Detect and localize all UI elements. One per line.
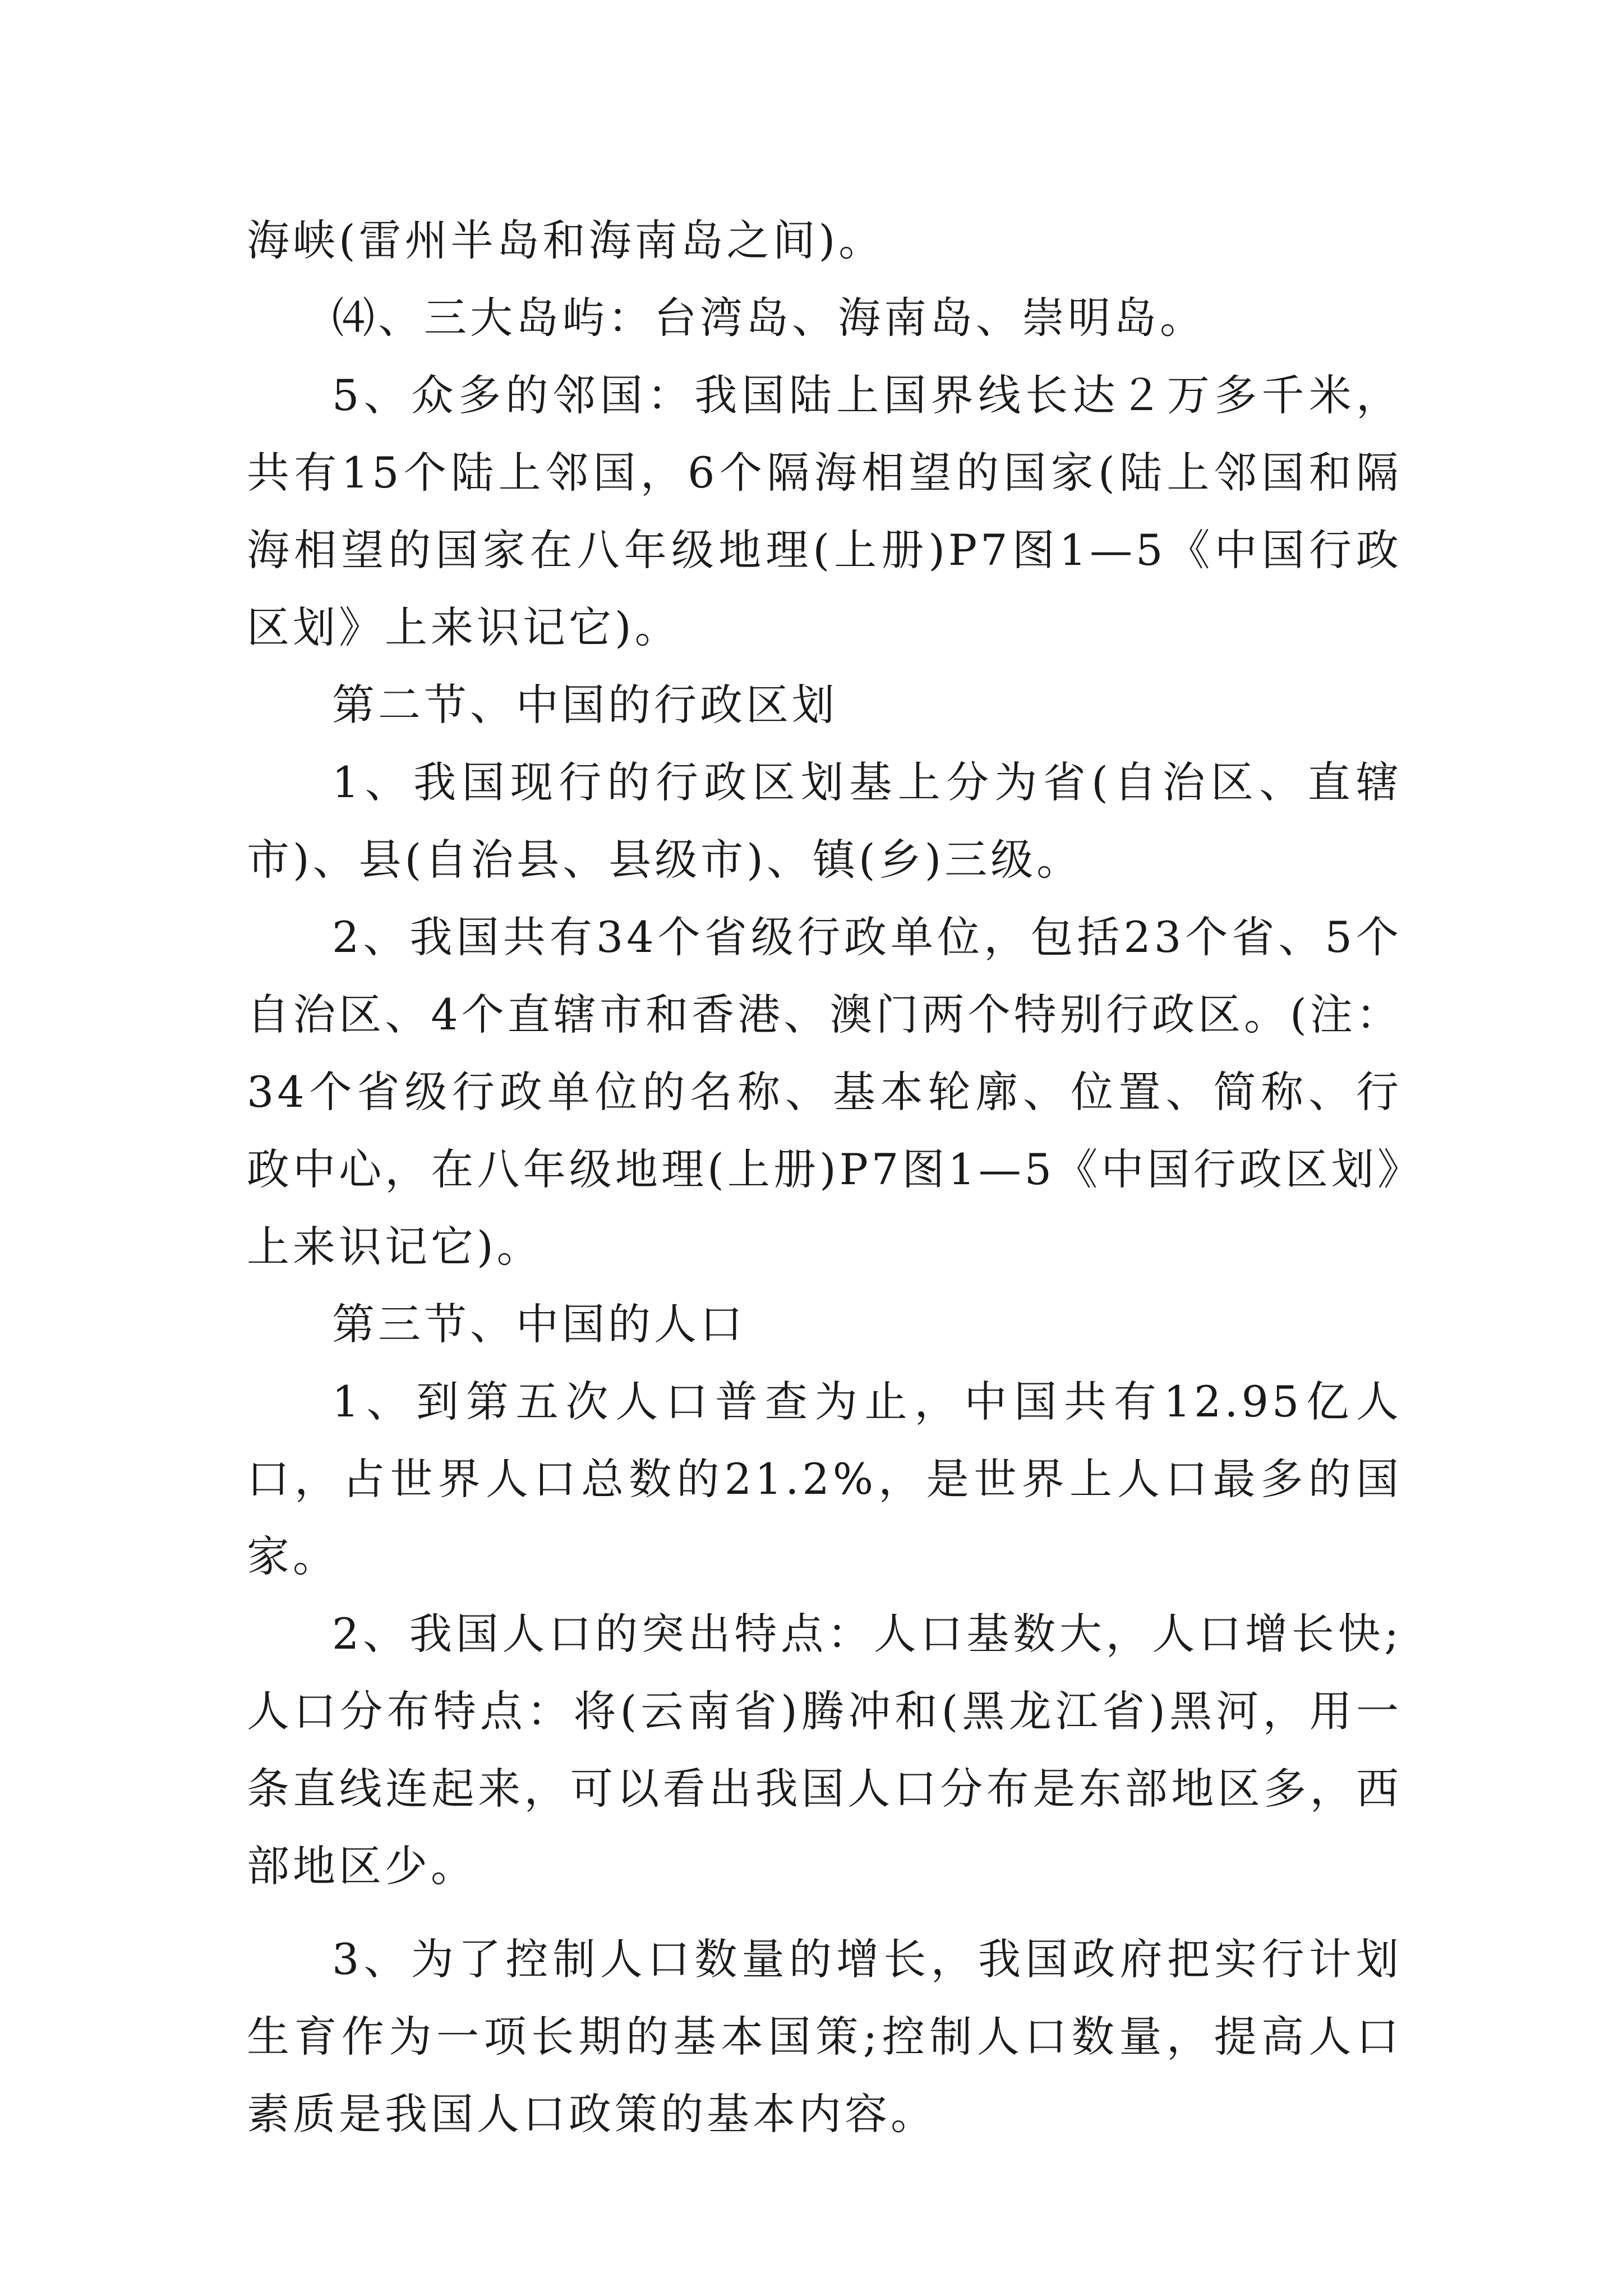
paragraph-three-islands: ⑷、三大岛屿：台湾岛、海南岛、崇明岛。 — [332, 293, 1206, 343]
section-heading-administrative-divisions: 第二节、中国的行政区划 — [332, 680, 838, 730]
paragraph-strait-continuation: 海峡(雷州半岛和海南岛之间)。 — [247, 215, 885, 265]
section-heading-population: 第三节、中国的人口 — [332, 1299, 746, 1349]
paragraph-population-features: 2、我国人口的突出特点：人口基数大，人口增长快;人口分布特点：将(云南省)腾冲和(黑龙江省)黑河，用一条直线连起来，可以看出我国人口分布是东部地区多，西部地区少。 — [247, 1609, 1402, 1891]
paragraph-census-total: 1、到第五次人口普查为止，中国共有12.95亿人口，占世界人口总数的21.2%，是世界上人口最多的国家。 — [247, 1377, 1402, 1581]
paragraph-population-policy: 3、为了控制人口数量的增长，我国政府把实行计划生育作为一项长期的基本国策;控制人口数量，提高人口素质是我国人口政策的基本内容。 — [247, 1934, 1402, 2139]
paragraph-neighbor-countries: 5、众多的邻国：我国陆上国界线长达２万多千米，共有15个陆上邻国，6个隔海相望的国家(陆上邻国和隔海相望的国家在八年级地理(上册)P7图1—5《中国行政区划》上来识记它)。 — [247, 370, 1402, 652]
paragraph-division-levels: 1、我国现行的行政区划基上分为省(自治区、直辖市)、县(自治县、县级市)、镇(乡)三级。 — [247, 757, 1402, 885]
paragraph-provincial-units: 2、我国共有34个省级行政单位，包括23个省、5个自治区、4个直辖市和香港、澳门两个特别行政区。(注：34个省级行政单位的名称、基本轮廓、位置、简称、行政中心，在八年级地理(上册)P7图1—5《中国行政区划》上来识记它)。 — [247, 912, 1402, 1272]
document-body — [247, 202, 1402, 2153]
